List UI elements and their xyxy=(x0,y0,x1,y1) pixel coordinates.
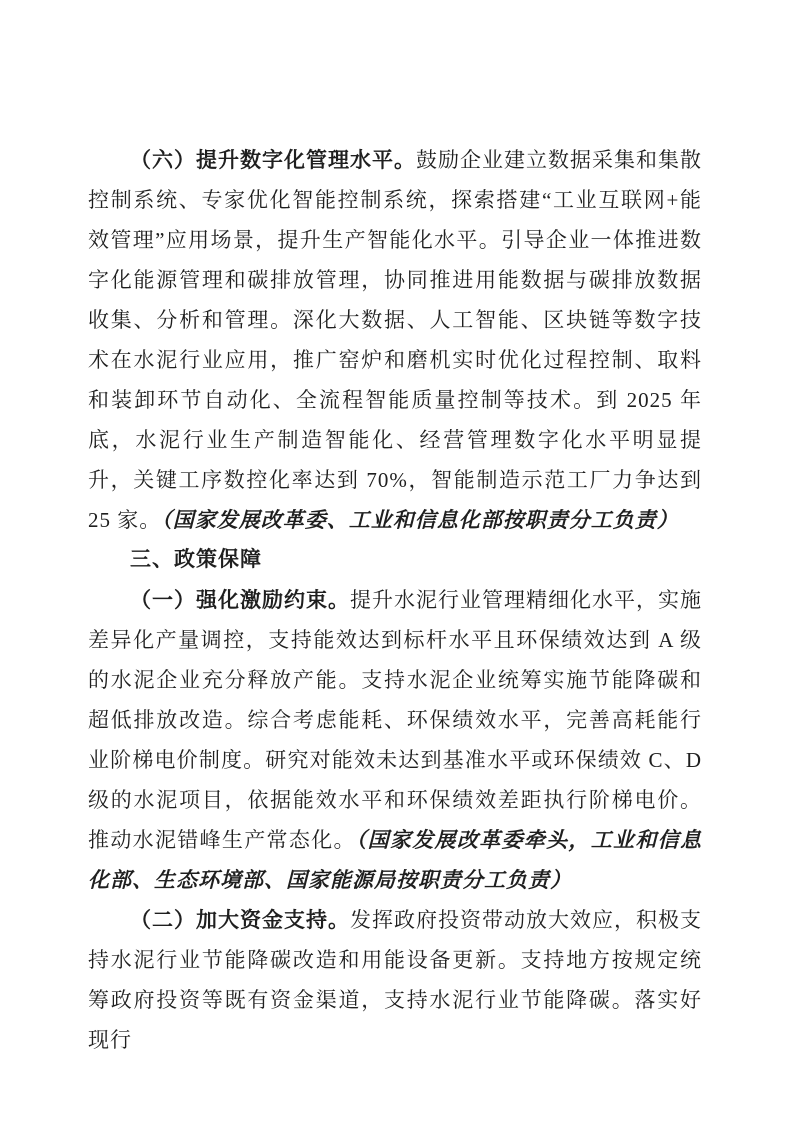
paragraph-body-text: 提升水泥行业管理精细化水平，实施差异化产量调控，支持能效达到标杆水平且环保绩效达到 A 级的水泥企业充分释放产能。支持水泥企业统筹实施节能降碳和超低排放改造。综合考虑能耗、环保绩效水平，完善高耗能行业阶梯电价制度。研究对能效未达到基准水平或环保绩效 C、D 级的水泥项目，依据能效水平和环保绩效差距执行阶梯电价。推动水泥错峰生产常态化。 xyxy=(88,588,702,852)
paragraph-bold-lead: （二）加大资金支持。 xyxy=(130,908,350,932)
paragraph-section-6-digital-management xyxy=(88,140,702,540)
section-heading-policy-guarantee xyxy=(88,540,702,580)
paragraph-bold-lead: （一）强化激励约束。 xyxy=(130,588,350,612)
paragraph-body-text: 发挥政府投资带动放大效应，积极支持水泥行业节能降碳改造和用能设备更新。支持地方按规定统筹政府投资等既有资金渠道，支持水泥行业节能降碳。落实好现行 xyxy=(88,908,702,1052)
section-heading-text: 三、政策保障 xyxy=(130,548,262,571)
paragraph-item-1-incentives xyxy=(88,580,702,900)
responsibility-attribution: （国家发展改革委牵头，工业和信息化部、生态环境部、国家能源局按职责分工负责） xyxy=(88,828,703,892)
document-content xyxy=(88,140,702,1060)
paragraph-item-2-funding xyxy=(88,900,702,1060)
responsibility-attribution: （国家发展改革委、工业和信息化部按职责分工负责） xyxy=(161,508,679,532)
paragraph-body-text: 鼓励企业建立数据采集和集散控制系统、专家优化智能控制系统，探索搭建“工业互联网+能效管理”应用场景，提升生产智能化水平。引导企业一体推进数字化能源管理和碳排放管理，协同推进用能数据与碳排放数据收集、分析和管理。深化大数据、人工智能、区块链等数字技术在水泥行业应用，推广窑炉和磨机实时优化过程控制、取料和装卸环节自动化、全流程智能质量控制等技术。到 2025 年底，水泥行业生产制造智能化、经营管理数字化水平明显提升，关键工序数控化率达到 70%，智能制造示范工厂力争达到 25 家。 xyxy=(88,148,702,532)
paragraph-bold-lead: （六）提升数字化管理水平。 xyxy=(130,148,416,172)
